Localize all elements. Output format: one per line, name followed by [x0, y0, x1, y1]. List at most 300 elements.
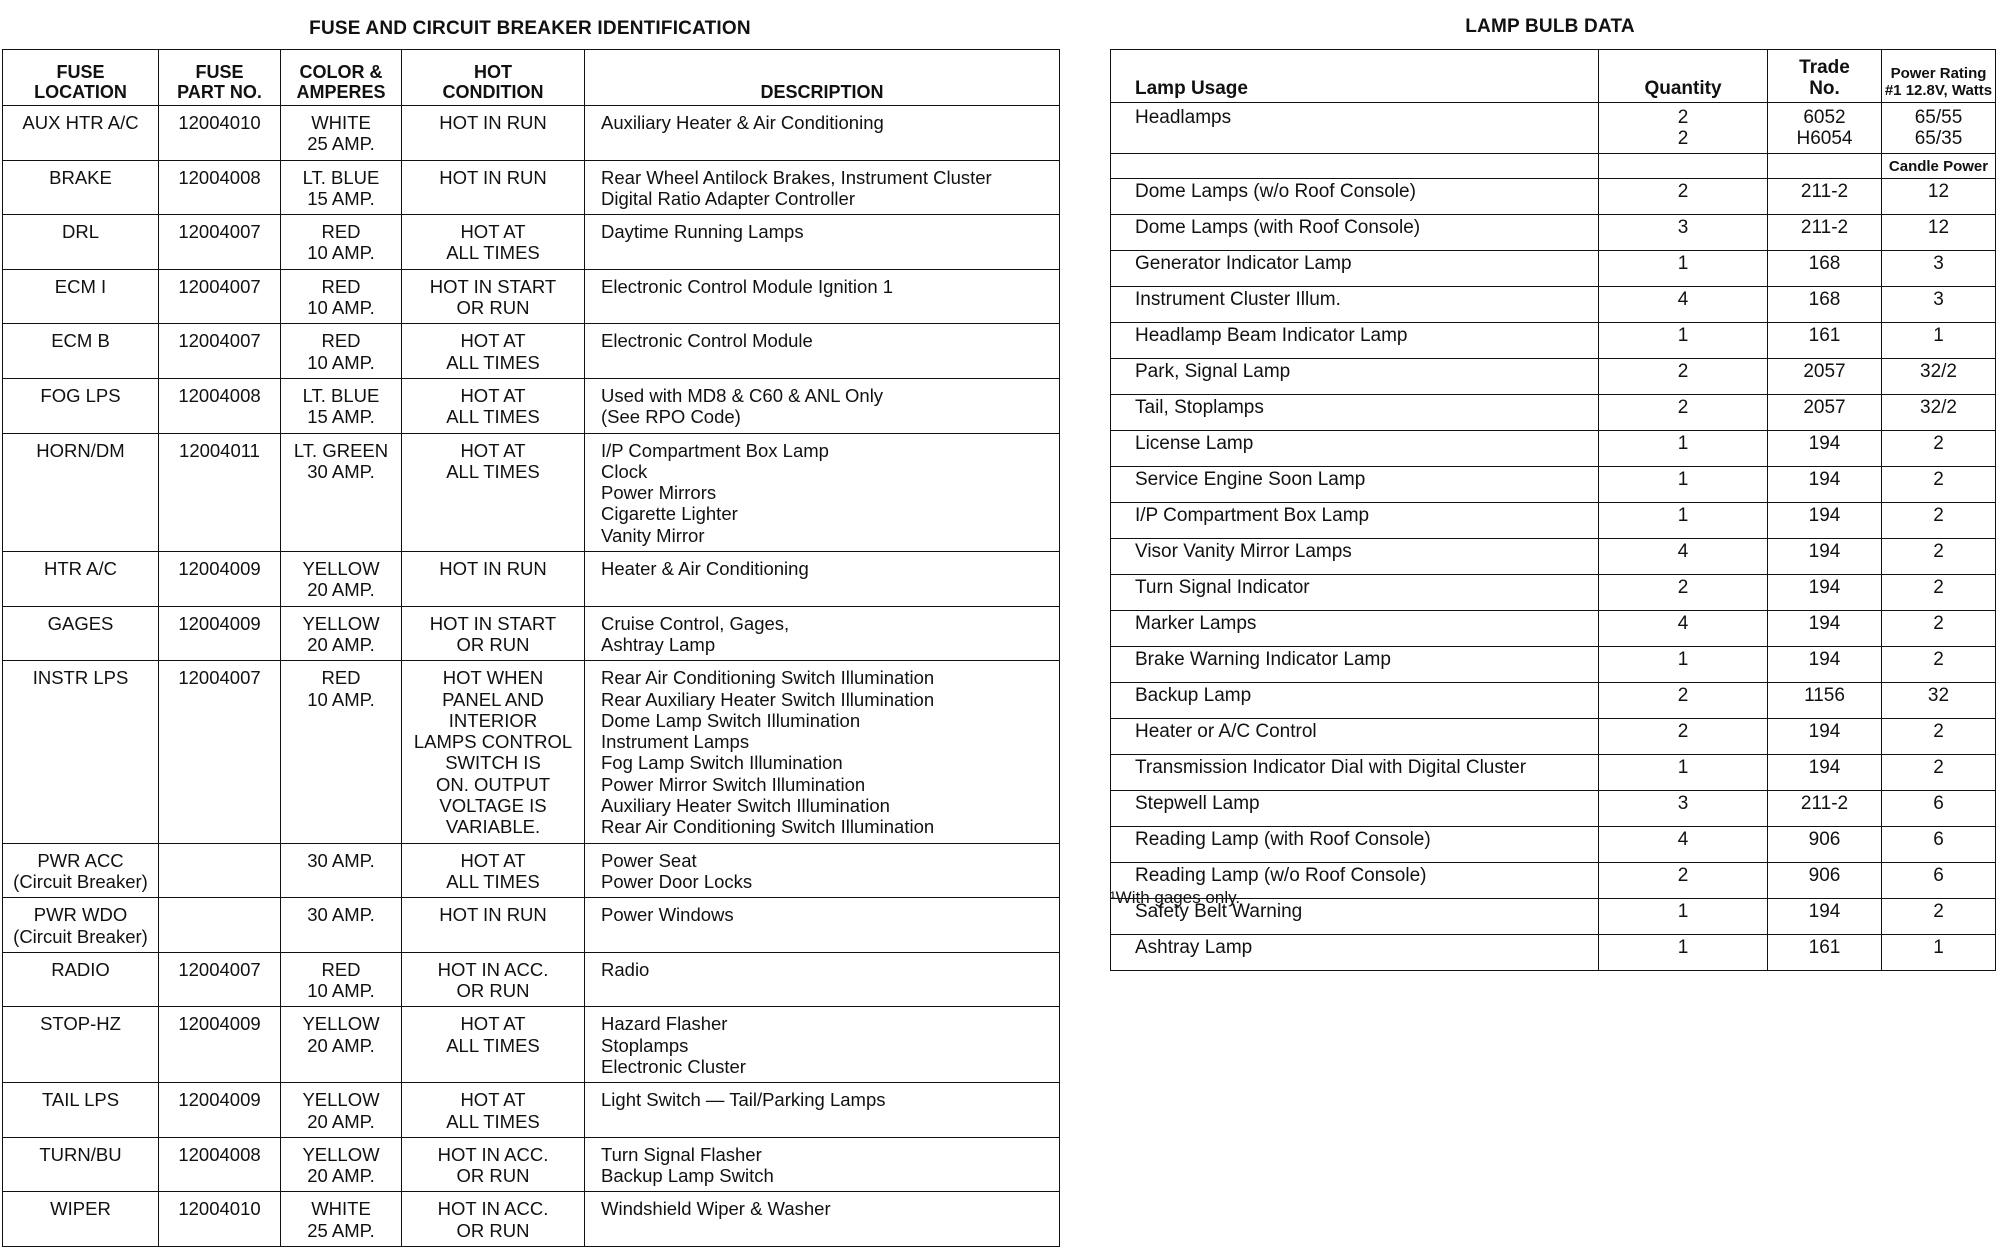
fuse-location-cell [3, 843, 159, 898]
lamp-usage-cell: Tail, Stoplamps [1111, 395, 1599, 431]
text-line: 20 AMP. [307, 1165, 375, 1187]
lamp-quantity-cell [1599, 103, 1768, 154]
fuse-color-amperes-cell [281, 1007, 402, 1083]
lamp-footnote: ¹With gages only. [1110, 888, 1241, 907]
table-row [1111, 431, 1996, 467]
header-hot-condition [402, 50, 585, 106]
lamp-usage-cell: Instrument Cluster Illum. [1111, 287, 1599, 323]
lamp-power-cell: 12 [1882, 215, 1996, 251]
fuse-location-cell [3, 661, 159, 843]
text-line: WHITE [311, 112, 371, 133]
text-line: Turn Signal Flasher [601, 1143, 762, 1165]
text-line: Light Switch — Tail/Parking Lamps [601, 1089, 886, 1111]
fuse-description-cell [585, 1192, 1060, 1247]
text-line: INSTR LPS [32, 667, 129, 689]
fuse-description-cell [585, 843, 1060, 898]
text-line: 30 AMP. [307, 460, 375, 482]
text-line: ALL TIMES [446, 1034, 540, 1056]
lamp-quantity-cell: 2 [1599, 863, 1768, 899]
fuse-description-cell [585, 215, 1060, 270]
text-line: HOT IN ACC. [437, 1198, 549, 1220]
text-line: DESCRIPTION [760, 82, 884, 102]
lamp-trade-no-cell: 194 [1768, 647, 1882, 683]
fuse-description-cell [585, 952, 1060, 1007]
text-line: Fog Lamp Switch Illumination [601, 752, 843, 774]
fuse-part-no-cell [159, 898, 281, 953]
fuse-hot-condition-cell [402, 324, 585, 379]
lamp-power-cell: 2 [1882, 755, 1996, 791]
text-line: 25 AMP. [307, 133, 375, 155]
table-row [1111, 827, 1996, 863]
text-line: Power Rating [1890, 65, 1987, 82]
text-line: 12004007 [178, 221, 261, 243]
lamp-trade-no-cell: 161 [1768, 935, 1882, 971]
lamp-usage-cell: Visor Vanity Mirror Lamps [1111, 539, 1599, 575]
text-line: Ashtray Lamp [601, 633, 716, 655]
fuse-location-cell [3, 1007, 159, 1083]
text-line: 12004009 [178, 612, 261, 634]
empty-cell [1599, 154, 1768, 179]
text-line: Electronic Cluster [601, 1055, 746, 1077]
fuse-description-cell [585, 106, 1060, 161]
fuse-part-no-cell [159, 1007, 281, 1083]
text-line: FOG LPS [40, 384, 121, 406]
fuse-color-amperes-cell [281, 843, 402, 898]
text-line: Cigarette Lighter [601, 503, 738, 525]
lamp-power-cell: 1 [1882, 935, 1996, 971]
table-row [1111, 575, 1996, 611]
text-line: Stoplamps [601, 1034, 689, 1056]
fuse-color-amperes-cell [281, 606, 402, 661]
text-line: Power Door Locks [601, 870, 753, 892]
text-line: 30 AMP. [307, 904, 375, 926]
lamp-table-body [1111, 103, 1996, 971]
text-line: RED [321, 330, 361, 352]
candle-power-label: Candle Power [1882, 154, 1996, 179]
lamp-quantity-cell: 2 [1599, 683, 1768, 719]
text-line: CONDITION [442, 82, 544, 102]
empty-cell [1111, 154, 1599, 179]
lamp-trade-no-cell: 194 [1768, 899, 1882, 935]
text-line: Power Seat [601, 849, 697, 871]
lamp-power-cell: 32/2 [1882, 359, 1996, 395]
fuse-part-no-cell [159, 269, 281, 324]
fuse-color-amperes-cell [281, 324, 402, 379]
lamp-quantity-cell: 1 [1599, 323, 1768, 359]
text-line: 20 AMP. [307, 579, 375, 601]
text-line: BRAKE [49, 166, 112, 188]
lamp-usage-cell: Headlamps [1111, 103, 1599, 154]
table-row [3, 1192, 1060, 1247]
lamp-quantity-cell: 1 [1599, 755, 1768, 791]
lamp-trade-no-cell: 194 [1768, 467, 1882, 503]
lamp-quantity-cell: 2 [1599, 719, 1768, 755]
fuse-color-amperes-cell [281, 160, 402, 215]
table-row [3, 552, 1060, 607]
text-line: 25 AMP. [307, 1219, 375, 1241]
text-line: AMPERES [296, 82, 386, 102]
fuse-hot-condition-cell [402, 433, 585, 551]
header-fuse-part-no [159, 50, 281, 106]
text-line: 12004010 [178, 1198, 261, 1220]
fuse-part-no-cell [159, 606, 281, 661]
lamp-table-title: LAMP BULB DATA [1465, 16, 1635, 37]
lamp-power-cell: 2 [1882, 611, 1996, 647]
text-line: 2 [1677, 107, 1689, 128]
text-line: SWITCH IS [445, 752, 541, 774]
fuse-hot-condition-cell [402, 215, 585, 270]
lamp-trade-no-cell: 194 [1768, 539, 1882, 575]
text-line: HOT WHEN [442, 667, 544, 689]
fuse-description-cell [585, 552, 1060, 607]
fuse-part-no-cell [159, 1083, 281, 1138]
text-line: HOT AT [460, 330, 526, 352]
table-row [3, 433, 1060, 551]
fuse-hot-condition-cell [402, 1083, 585, 1138]
lamp-trade-no-cell: 211-2 [1768, 215, 1882, 251]
lamp-quantity-cell: 1 [1599, 647, 1768, 683]
text-line: LT. BLUE [302, 166, 380, 188]
lamp-trade-no-cell: 2057 [1768, 395, 1882, 431]
text-line: Hazard Flasher [601, 1013, 728, 1035]
fuse-location-cell [3, 952, 159, 1007]
table-row [1111, 179, 1996, 215]
lamp-trade-no-cell: 194 [1768, 431, 1882, 467]
text-line: Electronic Control Module Ignition 1 [601, 275, 894, 297]
text-line: ALL TIMES [446, 242, 540, 264]
lamp-power-cell: 6 [1882, 827, 1996, 863]
text-line: 12004009 [178, 1089, 261, 1111]
text-line: Auxiliary Heater & Air Conditioning [601, 112, 884, 133]
text-line: 12004009 [178, 1013, 261, 1035]
text-line: 65/55 [1914, 107, 1963, 128]
table-row [1111, 863, 1996, 899]
text-line: (See RPO Code) [601, 406, 741, 428]
lamp-power-cell: 1 [1882, 323, 1996, 359]
table-row [1111, 359, 1996, 395]
text-line: 12004007 [178, 667, 261, 689]
text-line: INTERIOR [448, 709, 538, 731]
lamp-trade-no-cell [1768, 103, 1882, 154]
text-line: 6052 [1803, 107, 1846, 128]
fuse-location-cell [3, 160, 159, 215]
fuse-location-cell [3, 106, 159, 161]
fuse-hot-condition-cell [402, 378, 585, 433]
fuse-description-cell [585, 661, 1060, 843]
table-row [3, 843, 1060, 898]
lamp-power-cell [1882, 103, 1996, 154]
text-line: LAMPS CONTROL [413, 731, 573, 753]
table-row [3, 324, 1060, 379]
text-line: Power Mirrors [601, 482, 717, 504]
lamp-quantity-cell: 1 [1599, 899, 1768, 935]
lamp-usage-cell: Marker Lamps [1111, 611, 1599, 647]
table-row [1111, 251, 1996, 287]
text-line: 10 AMP. [307, 351, 375, 373]
fuse-location-cell [3, 378, 159, 433]
text-line: GAGES [47, 612, 114, 634]
table-row [1111, 935, 1996, 971]
text-line: OR RUN [456, 1165, 530, 1187]
text-line: HOT AT [460, 1089, 526, 1111]
text-line: STOP-HZ [40, 1013, 121, 1035]
lamp-usage-cell: Dome Lamps (w/o Roof Console) [1111, 179, 1599, 215]
lamp-trade-no-cell: 906 [1768, 863, 1882, 899]
fuse-color-amperes-cell [281, 1137, 402, 1192]
text-line: FUSE [56, 62, 105, 82]
table-row [3, 269, 1060, 324]
lamp-usage-cell: Transmission Indicator Dial with Digital Cluster [1111, 755, 1599, 791]
text-line: Radio [601, 958, 650, 980]
text-line: Rear Auxiliary Heater Switch Illumination [601, 688, 935, 710]
text-line: ECM B [51, 330, 110, 352]
text-line: YELLOW [302, 1013, 380, 1035]
lamp-quantity-cell: 4 [1599, 827, 1768, 863]
lamp-quantity-cell: 2 [1599, 179, 1768, 215]
text-line: AUX HTR A/C [22, 112, 139, 133]
fuse-location-cell [3, 215, 159, 270]
lamp-trade-no-cell: 2057 [1768, 359, 1882, 395]
text-line: RED [321, 221, 361, 243]
lamp-quantity-cell: 2 [1599, 575, 1768, 611]
fuse-hot-condition-cell [402, 269, 585, 324]
fuse-header-row [3, 50, 1060, 106]
fuse-hot-condition-cell [402, 952, 585, 1007]
fuse-table [2, 49, 1060, 1247]
lamp-power-cell: 32/2 [1882, 395, 1996, 431]
lamp-trade-no-cell: 168 [1768, 251, 1882, 287]
lamp-quantity-cell: 1 [1599, 251, 1768, 287]
fuse-description-cell [585, 160, 1060, 215]
fuse-color-amperes-cell [281, 661, 402, 843]
lamp-power-cell: 6 [1882, 791, 1996, 827]
fuse-location-cell [3, 269, 159, 324]
lamp-trade-no-cell: 161 [1768, 323, 1882, 359]
text-line: ALL TIMES [446, 460, 540, 482]
lamp-usage-cell: Headlamp Beam Indicator Lamp [1111, 323, 1599, 359]
table-row [1111, 323, 1996, 359]
text-line: PWR ACC [37, 849, 124, 871]
fuse-part-no-cell [159, 552, 281, 607]
lamp-usage-cell: Generator Indicator Lamp [1111, 251, 1599, 287]
text-line: Auxiliary Heater Switch Illumination [601, 795, 890, 817]
lamp-usage-cell: Heater or A/C Control [1111, 719, 1599, 755]
text-line: RED [321, 958, 361, 980]
text-line: HOT AT [460, 1013, 526, 1035]
fuse-color-amperes-cell [281, 269, 402, 324]
text-line: ECM I [54, 275, 107, 297]
table-row [1111, 287, 1996, 323]
lamp-trade-no-cell: 194 [1768, 755, 1882, 791]
fuse-hot-condition-cell [402, 898, 585, 953]
fuse-color-amperes-cell [281, 378, 402, 433]
text-line: ALL TIMES [446, 870, 540, 892]
text-line: 12004008 [178, 166, 261, 188]
table-row [1111, 215, 1996, 251]
lamp-quantity-cell: 4 [1599, 287, 1768, 323]
text-line: Rear Wheel Antilock Brakes, Instrument Cluster [601, 166, 992, 188]
lamp-power-cell: 2 [1882, 539, 1996, 575]
text-line: 12004009 [178, 558, 261, 580]
text-line: HORN/DM [36, 439, 125, 461]
text-line: #1 12.8V, Watts [1884, 82, 1993, 99]
lamp-quantity-cell: 2 [1599, 359, 1768, 395]
text-line: LT. GREEN [293, 439, 389, 461]
header-fuse-location [3, 50, 159, 106]
text-line: HOT IN START [429, 612, 557, 634]
text-line: 20 AMP. [307, 1110, 375, 1132]
table-row [3, 606, 1060, 661]
text-line: 10 AMP. [307, 242, 375, 264]
fuse-hot-condition-cell [402, 1137, 585, 1192]
fuse-hot-condition-cell [402, 606, 585, 661]
lamp-usage-cell: License Lamp [1111, 431, 1599, 467]
text-line: 12004010 [178, 112, 261, 133]
text-line: Lamp Usage [1135, 78, 1248, 99]
fuse-part-no-cell [159, 378, 281, 433]
table-row [3, 215, 1060, 270]
text-line: 2 [1677, 128, 1689, 149]
fuse-part-no-cell [159, 106, 281, 161]
table-row [1111, 467, 1996, 503]
fuse-hot-condition-cell [402, 661, 585, 843]
text-line: (Circuit Breaker) [13, 925, 148, 947]
text-line: VARIABLE. [445, 816, 541, 838]
candle-power-row [1111, 154, 1996, 179]
text-line: Backup Lamp Switch [601, 1165, 774, 1187]
text-line: PWR WDO [33, 904, 128, 926]
fuse-hot-condition-cell [402, 160, 585, 215]
lamp-quantity-cell: 1 [1599, 467, 1768, 503]
text-line: Clock [601, 460, 648, 482]
fuse-description-cell [585, 1007, 1060, 1083]
table-row [3, 898, 1060, 953]
lamp-usage-cell: Stepwell Lamp [1111, 791, 1599, 827]
header-quantity [1599, 50, 1768, 103]
fuse-color-amperes-cell [281, 1192, 402, 1247]
lamp-usage-cell: Reading Lamp (with Roof Console) [1111, 827, 1599, 863]
fuse-part-no-cell [159, 661, 281, 843]
text-line: Quantity [1644, 78, 1722, 99]
fuse-part-no-cell [159, 160, 281, 215]
text-line: No. [1809, 78, 1840, 99]
table-row [1111, 103, 1996, 154]
table-row [3, 1007, 1060, 1083]
text-line: RED [321, 667, 361, 689]
text-line: Digital Ratio Adapter Controller [601, 187, 855, 209]
text-line: YELLOW [302, 1143, 380, 1165]
text-line: RADIO [51, 958, 110, 980]
fuse-color-amperes-cell [281, 1083, 402, 1138]
text-line: 15 AMP. [307, 406, 375, 428]
lamp-trade-no-cell: 194 [1768, 575, 1882, 611]
lamp-quantity-cell: 1 [1599, 503, 1768, 539]
lamp-quantity-cell: 4 [1599, 611, 1768, 647]
fuse-color-amperes-cell [281, 215, 402, 270]
fuse-part-no-cell [159, 433, 281, 551]
text-line: HOT [474, 62, 512, 82]
lamp-power-cell: 12 [1882, 179, 1996, 215]
lamp-quantity-cell: 1 [1599, 431, 1768, 467]
text-line: TAIL LPS [41, 1089, 120, 1111]
text-line: OR RUN [456, 297, 530, 319]
lamp-power-cell: 2 [1882, 575, 1996, 611]
text-line: COLOR & [299, 62, 383, 82]
text-line: WHITE [311, 1198, 371, 1220]
lamp-usage-cell: Dome Lamps (with Roof Console) [1111, 215, 1599, 251]
text-line: WIPER [50, 1198, 111, 1220]
header-lamp-usage [1111, 50, 1599, 103]
text-line: RED [321, 275, 361, 297]
text-line: FUSE [195, 62, 244, 82]
lamp-table [1110, 49, 1996, 971]
lamp-power-cell: 2 [1882, 431, 1996, 467]
text-line: 12004007 [178, 275, 261, 297]
lamp-usage-cell: Brake Warning Indicator Lamp [1111, 647, 1599, 683]
fuse-description-cell [585, 269, 1060, 324]
text-line: LT. BLUE [302, 384, 380, 406]
text-line: 10 AMP. [307, 980, 375, 1002]
lamp-usage-cell: Reading Lamp (w/o Roof Console) [1111, 863, 1599, 899]
text-line: HTR A/C [44, 558, 117, 580]
header-color-amperes [281, 50, 402, 106]
text-line: OR RUN [456, 980, 530, 1002]
fuse-location-cell [3, 324, 159, 379]
fuse-color-amperes-cell [281, 106, 402, 161]
lamp-trade-no-cell: 211-2 [1768, 179, 1882, 215]
text-line: Dome Lamp Switch Illumination [601, 709, 861, 731]
text-line: H6054 [1796, 128, 1853, 149]
text-line: HOT AT [460, 439, 526, 461]
fuse-hot-condition-cell [402, 1192, 585, 1247]
text-line: OR RUN [456, 633, 530, 655]
text-line: Windshield Wiper & Washer [601, 1198, 831, 1220]
lamp-usage-cell: Turn Signal Indicator [1111, 575, 1599, 611]
text-line: LOCATION [34, 82, 127, 102]
text-line: HOT IN RUN [439, 166, 547, 188]
lamp-power-cell: 32 [1882, 683, 1996, 719]
text-line: 65/35 [1914, 128, 1963, 149]
table-row [3, 1083, 1060, 1138]
text-line: DRL [61, 221, 99, 243]
lamp-quantity-cell: 2 [1599, 395, 1768, 431]
text-line: Used with MD8 & C60 & ANL Only [601, 384, 884, 406]
lamp-quantity-cell: 3 [1599, 215, 1768, 251]
text-line: Heater & Air Conditioning [601, 558, 809, 580]
text-line: 12004008 [178, 1143, 261, 1165]
lamp-power-cell: 2 [1882, 719, 1996, 755]
text-line: HOT AT [460, 384, 526, 406]
table-row [1111, 503, 1996, 539]
lamp-power-cell: 2 [1882, 899, 1996, 935]
lamp-quantity-cell: 3 [1599, 791, 1768, 827]
text-line: HOT IN RUN [439, 112, 547, 133]
text-line: ON. OUTPUT [435, 773, 551, 795]
lamp-quantity-cell: 1 [1599, 935, 1768, 971]
text-line: Power Mirror Switch Illumination [601, 773, 866, 795]
lamp-power-cell: 2 [1882, 503, 1996, 539]
lamp-trade-no-cell: 168 [1768, 287, 1882, 323]
fuse-description-cell [585, 1083, 1060, 1138]
fuse-color-amperes-cell [281, 952, 402, 1007]
text-line: HOT IN START [429, 275, 557, 297]
text-line: YELLOW [302, 1089, 380, 1111]
table-row [3, 378, 1060, 433]
text-line: I/P Compartment Box Lamp [601, 439, 829, 461]
header-trade-no [1768, 50, 1882, 103]
lamp-trade-no-cell: 1156 [1768, 683, 1882, 719]
lamp-trade-no-cell: 906 [1768, 827, 1882, 863]
